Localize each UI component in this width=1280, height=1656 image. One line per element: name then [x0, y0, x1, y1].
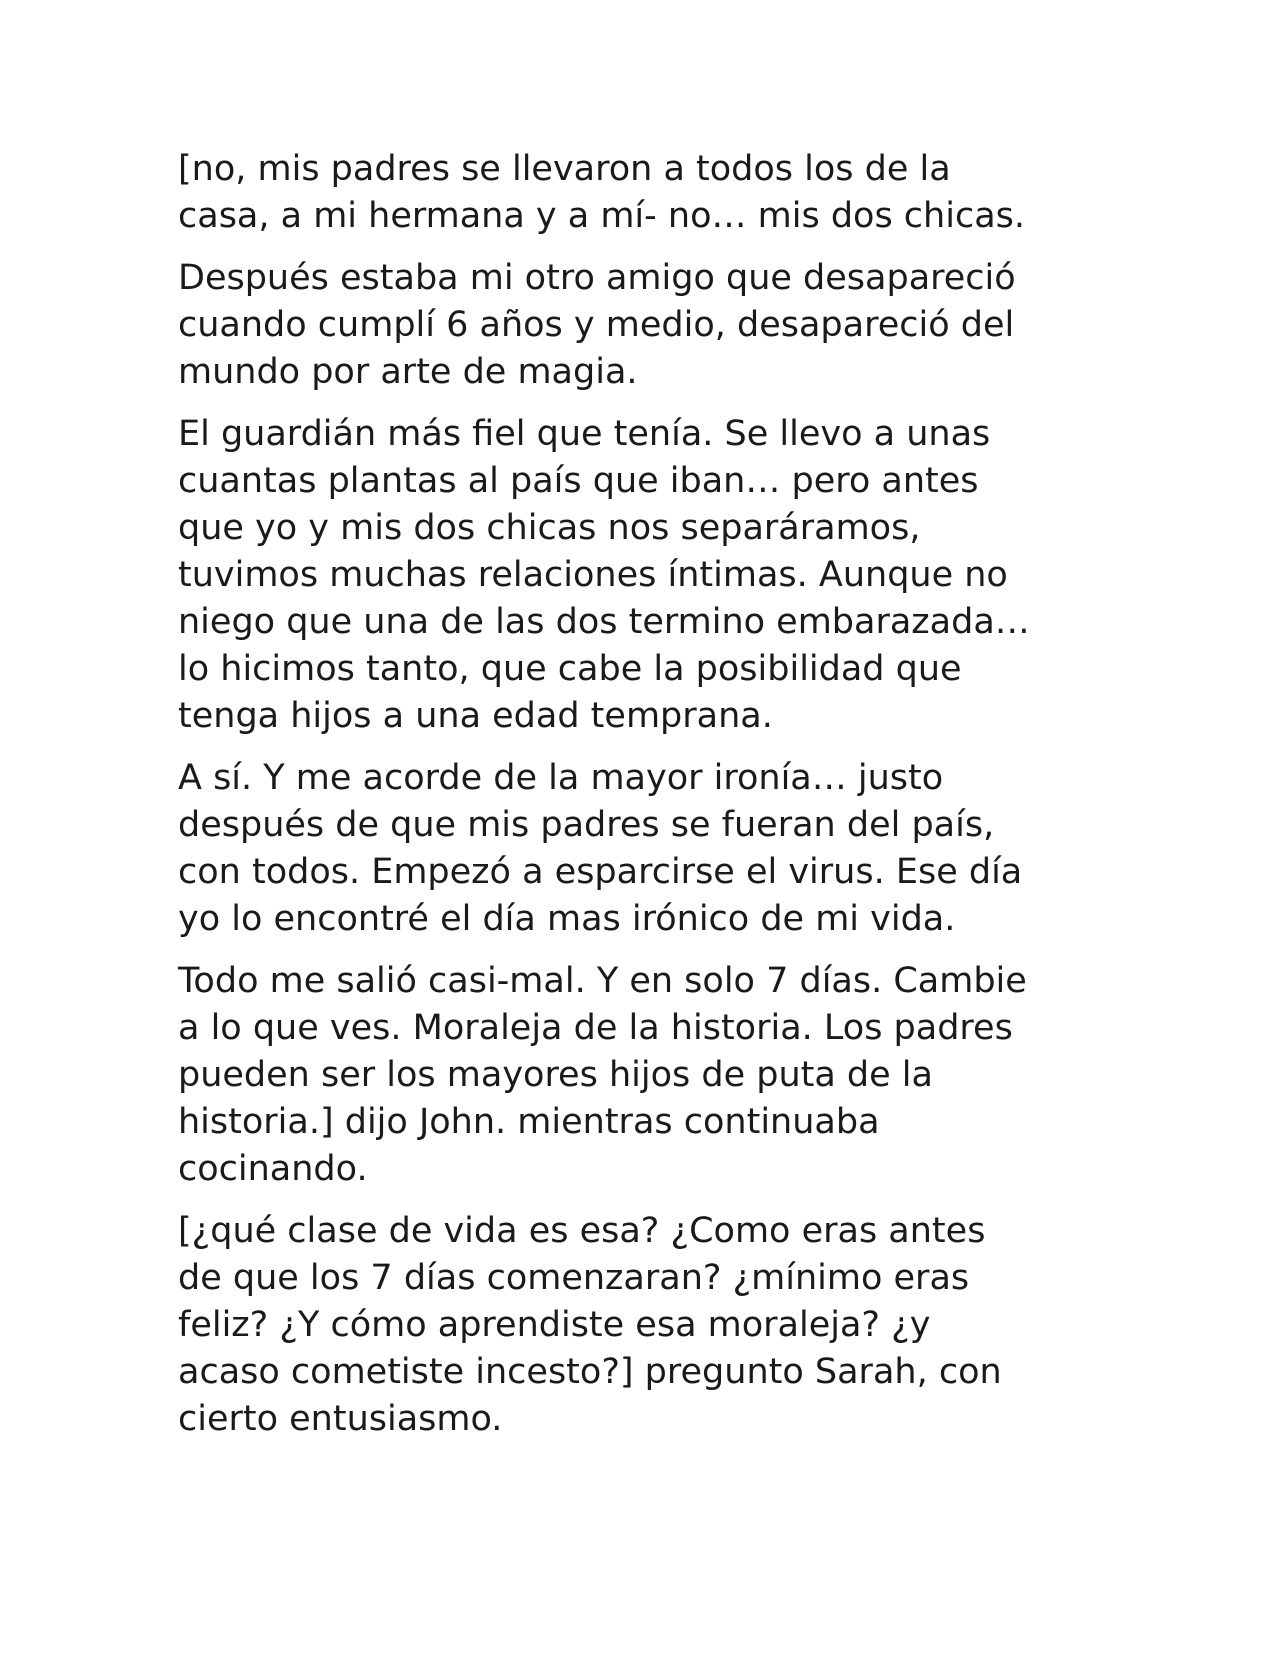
text-line: [¿qué clase de vida es esa? ¿Como eras antes: [178, 1211, 986, 1251]
text-line: con todos. Empezó a esparcirse el virus. Ese día: [178, 852, 1023, 892]
text-line: cocinando.: [178, 1149, 368, 1189]
paragraph: [178, 958, 1118, 1193]
text-line: feliz? ¿Y cómo aprendiste esa moraleja? ¿y: [178, 1305, 931, 1345]
text-line: lo hicimos tanto, que cabe la posibilidad que: [178, 649, 962, 689]
text-line: tenga hijos a una edad temprana.: [178, 696, 773, 736]
paragraph: [178, 1208, 1118, 1443]
text-line: yo lo encontré el día mas irónico de mi vida.: [178, 899, 956, 939]
text-line: cuantas plantas al país que iban… pero antes: [178, 461, 979, 501]
text-line: tuvimos muchas relaciones íntimas. Aunque no: [178, 555, 1008, 595]
text-line: Después estaba mi otro amigo que desapareció: [178, 258, 1016, 298]
paragraph: [178, 411, 1118, 740]
text-line: después de que mis padres se fueran del país,: [178, 805, 995, 845]
text-line: El guardián más fiel que tenía. Se llevo a unas: [178, 414, 991, 454]
text-line: [no, mis padres se llevaron a todos los de la: [178, 149, 951, 189]
text-line: historia.] dijo John. mientras continuaba: [178, 1102, 880, 1142]
paragraph: [178, 255, 1118, 396]
text-line: de que los 7 días comenzaran? ¿mínimo eras: [178, 1258, 970, 1298]
text-line: A sí. Y me acorde de la mayor ironía… justo: [178, 758, 944, 798]
text-line: mundo por arte de magia.: [178, 352, 638, 392]
text-line: niego que una de las dos termino embarazada…: [178, 602, 1030, 642]
text-line: cuando cumplí 6 años y medio, desapareció del: [178, 305, 1015, 345]
document-body: [178, 146, 1118, 1458]
text-line: a lo que ves. Moraleja de la historia. Los padres: [178, 1008, 1013, 1048]
text-line: cierto entusiasmo.: [178, 1399, 503, 1439]
text-line: casa, a mi hermana y a mí- no… mis dos chicas.: [178, 196, 1026, 236]
text-line: Todo me salió casi-mal. Y en solo 7 días. Cambie: [178, 961, 1027, 1001]
paragraph: [178, 755, 1118, 943]
text-line: que yo y mis dos chicas nos separáramos,: [178, 508, 921, 548]
paragraph: [178, 146, 1118, 240]
text-line: acaso cometiste incesto?] pregunto Sarah, con: [178, 1352, 1002, 1392]
text-line: pueden ser los mayores hijos de puta de la: [178, 1055, 933, 1095]
